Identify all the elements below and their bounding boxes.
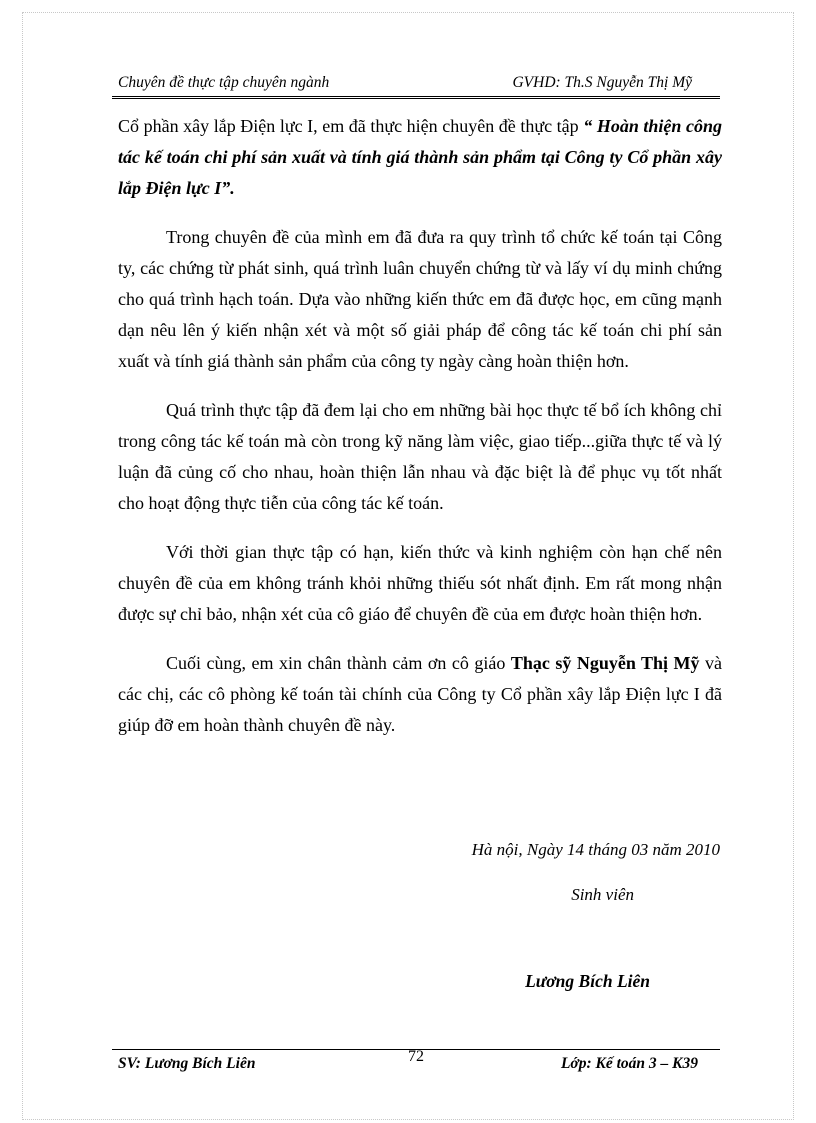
signature-role: Sinh viên [571,885,634,904]
footer-page-number: 72 [408,1048,424,1065]
paragraph-intro-text: Cổ phần xây lắp Điện lực I, em đã thực hiện chuyên đề thực tập [118,116,584,136]
paragraph-limitations: Với thời gian thực tập có hạn, kiến thức và kinh nghiệm còn hạn chế nên chuyên đề của em không tránh khỏi những thiếu sót nhất định. Em rất mong nhận được sự chỉ bảo, nhận xét của cô giáo để chuyên đề của em được hoàn thiện hơn. [118,542,722,624]
page-footer [112,1049,720,1076]
paragraph-acknowledgement [118,648,722,741]
signature-name: Lương Bích Liên [525,971,650,991]
paragraph-content-summary: Trong chuyên đề của mình em đã đưa ra quy trình tổ chức kế toán tại Công ty, các chứng từ phát sinh, quá trình luân chuyển chứng từ và lấy ví dụ minh chứng cho quá trình hạch toán. Dựa vào những kiến thức em đã được học, em cũng mạnh dạn nêu lên ý kiến nhận xét và một số giải pháp để công tác kế toán chi phí sản xuất và tính giá thành sản phẩm của công ty ngày càng hoàn thiện hơn. [118,227,722,371]
acknowledgement-teacher-name: Thạc sỹ Nguyễn Thị Mỹ [510,653,700,673]
page-header [112,72,720,99]
paragraph-continuation [118,111,722,204]
signature-place-date: Hà nội, Ngày 14 tháng 03 năm 2010 [471,840,720,859]
header-document-title: Chuyên đề thực tập chuyên ngành [118,74,330,91]
footer-student: SV: Lương Bích Liên [118,1055,256,1072]
thesis-title-emphasis: “ Hoàn thiện công tác kế toán chi phí sản xuất và tính giá thành sản phẩm tại Công ty Cổ phần xây lắp Điện lực I”. [118,116,722,198]
footer-class: Lớp: Kế toán 3 – K39 [560,1055,698,1072]
acknowledgement-before: Cuối cùng, em xin chân thành cảm ơn cô giáo [166,653,511,673]
acknowledgement-after: và các chị, các cô phòng kế toán tài chính của Công ty Cổ phần xây lắp Điện lực I đã giúp đỡ em hoàn thành chuyên đề này. [118,653,722,735]
header-supervisor: GVHD: Th.S Nguyễn Thị Mỹ [512,74,692,91]
paragraph-internship-value: Quá trình thực tập đã đem lại cho em những bài học thực tế bổ ích không chỉ trong công tác kế toán mà còn trong kỹ năng làm việc, giao tiếp...giữa thực tế và lý luận đã củng cố cho nhau, hoàn thiện lẫn nhau và đặc biệt là để phục vụ tốt nhất cho hoạt động thực tiễn của công tác kế toán. [118,400,722,513]
document-body [118,111,722,759]
